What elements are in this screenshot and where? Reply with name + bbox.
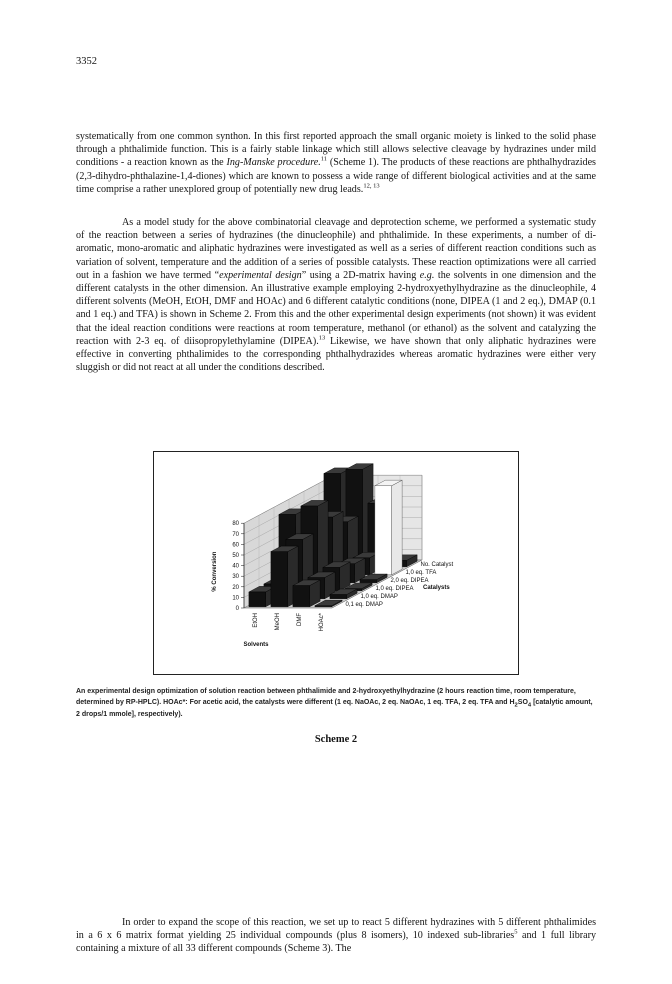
figure-caption: An experimental design optimization of solution reaction between phthalimide and 2-hydroxyethylhydrazine (2 hours reaction time, room temperature, determined by RP-HPLC). HOAc*: For acetic acid, the catalysts were different (1 eq. NaOAc, 2 eq. NaOAc, 1 eq. TFA, 2 eq. TFA and $H_2SO_4$ [catalytic amount, 2 drops/1 mmole], respectively). bbox=[76, 688, 593, 719]
bar bbox=[360, 580, 377, 583]
bar bbox=[375, 486, 392, 575]
bar bbox=[330, 595, 347, 599]
bar-side bbox=[392, 480, 403, 575]
y-tick-label: 60 bbox=[232, 542, 239, 549]
y-tick-label: 40 bbox=[232, 563, 239, 570]
bar bbox=[293, 586, 310, 607]
z-category-label: 1,0 eq. DMAP bbox=[360, 594, 398, 600]
y-tick-label: 20 bbox=[232, 584, 239, 591]
y-tick-label: 50 bbox=[232, 553, 239, 559]
y-tick-label: 10 bbox=[232, 595, 239, 602]
x-axis-label: Solvents bbox=[243, 642, 269, 648]
z-category-label: 1,0 eq. DIPEA bbox=[375, 586, 414, 592]
x-category-label: HOAc* bbox=[319, 613, 325, 632]
z-category-label: 0,1 eq. DMAP bbox=[345, 602, 383, 608]
x-category-label: EtOH bbox=[253, 613, 259, 628]
body-paragraph-3: In order to expand the scope of this reaction, we set up to react 5 different hydrazines with 5 different phthalimides in a 6 x 6 matrix format yielding 25 individual compounds (plus 8 isomers), 10 indexed sub-libraries$^5$ and 1 full library containing a mixture of all 33 different compounds (Scheme 3). The bbox=[76, 917, 596, 955]
bar bbox=[315, 606, 332, 607]
body-paragraph-2: As a model study for the above combinatorial cleavage and deprotection scheme, we performed a systematic study of the reaction between a series of hydrazines (the dinucleophile) and phthalimide. In these experiments, a number of di-aromatic, mono-aromatic and aliphatic hydrazines were investigated as well as a series of different reaction conditions such as variation of solvent, temperature and the addition of a series of possible catalysts. These reaction optimizations were all carried out in a fashion we have termed “experimental design” using a 2D-matrix having e.g. the solvents in one dimension and the different catalysts in the other dimension. An illustrative example employing 2-hydroxyethylhydrazine as the dinucleophile, 4 different solvents (MeOH, EtOH, DMF and HOAc) and 6 different catalytic conditions (none, DIPEA (1 and 2 eq.), DMAP (0.1 and 1 eq.) and TFA) is shown in Scheme 2. From this and the other experimental design experiments (not shown) it was evident that the ideal reaction conditions were reactions at room temperature, methanol (or ethanol) as the solvent and catalyzing the reaction with 2-3 eq. of diisopropylethylamine (DIPEA).$^{13}$ Likewise, we have shown that only aliphatic hydrazines were effective in converting phthalimides to the corresponding phthalhydrazides whereas aromatic hydrazines were either very sluggish or did not react at all under the conditions described. bbox=[76, 217, 597, 374]
bar bbox=[249, 592, 266, 607]
y-axis-label: % Conversion bbox=[212, 551, 218, 592]
body-paragraph-1: systematically from one common synthon. In this first reported approach the small organic moiety is linked to the solid phase through a phthalimide function. This is a fairly stable linkage which still allows selective cleavage by hydrazines under mild conditions - a reaction known as the Ing-Manske procedure.$^{11}$ (Scheme 1). The products of these reactions are phthalhydrazides (2,3-dihydro-phthalazine-1,4-diones) which are known to possess a wide range of different biological activities and at the same time comprise a rather unexplored group of potentially new drug leads.$^{12, 13}$ bbox=[76, 131, 596, 195]
y-tick-label: 30 bbox=[232, 574, 239, 581]
z-category-label: 2,0 eq. DIPEA bbox=[390, 578, 429, 584]
z-category-label: No. Catalyst bbox=[420, 562, 454, 568]
page-number: 3352 bbox=[76, 56, 97, 67]
y-tick-label: 0 bbox=[235, 606, 239, 612]
conversion-3d-bar-chart bbox=[154, 452, 518, 674]
bar bbox=[271, 552, 288, 607]
z-axis-label: Catalysts bbox=[423, 585, 450, 592]
z-category-label: 1,0 eq. TFA bbox=[405, 570, 437, 576]
scheme-label: Scheme 2 bbox=[314, 734, 358, 745]
x-category-label: MeOH bbox=[275, 613, 281, 631]
scheme-2-figure bbox=[153, 451, 519, 675]
y-tick-label: 80 bbox=[232, 521, 239, 528]
y-tick-label: 70 bbox=[232, 531, 239, 538]
x-category-label: DMF bbox=[297, 613, 303, 626]
